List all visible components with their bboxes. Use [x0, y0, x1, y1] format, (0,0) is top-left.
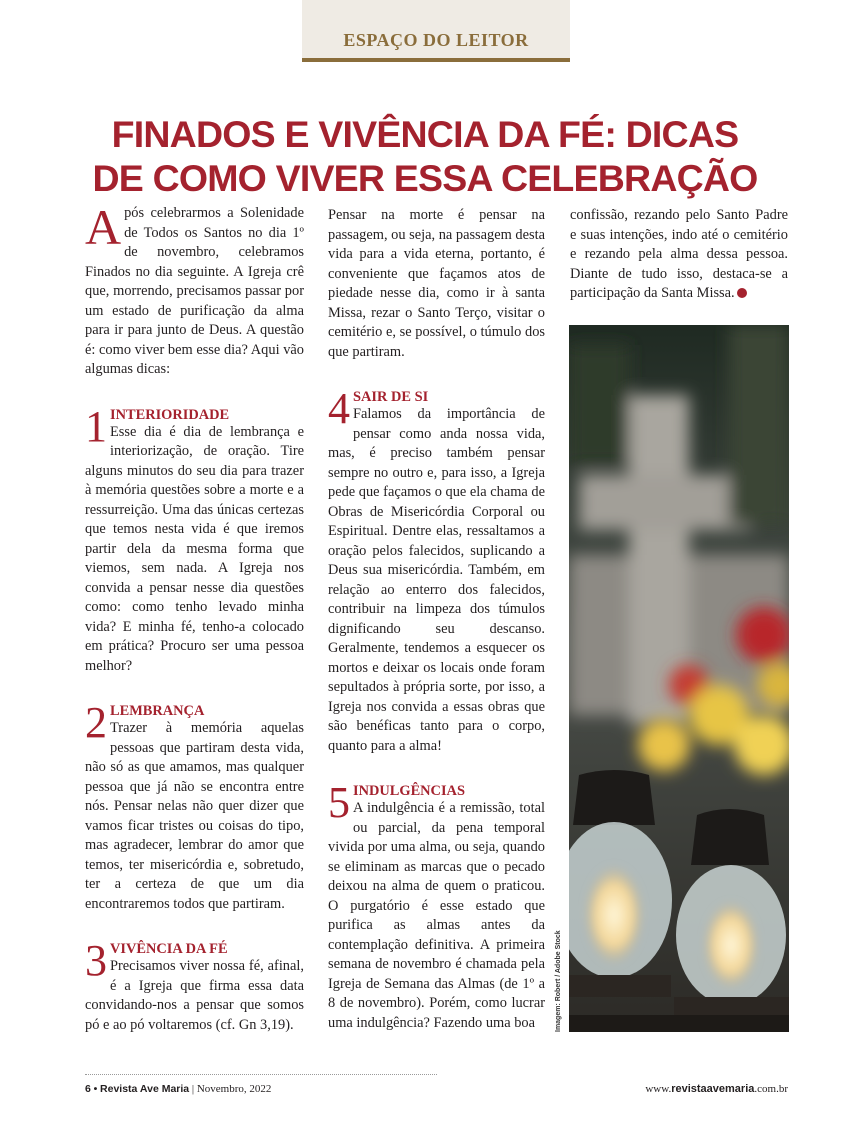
section-number: 5: [328, 778, 350, 827]
column-1: [85, 199, 304, 1035]
section-4: [328, 384, 545, 756]
article-title: [40, 112, 810, 200]
intro-text: pós celebrarmos a Solenidade de Todos os Santos no dia 1º de novembro, celebramos Finados no dia seguinte. A Igreja crê que, morrendo, precisamos passar por um estado de purificação da alma para ir para junto de Deus. A questão é: como viver bem esse dia? Aqui vão algumas dicas:: [85, 205, 304, 377]
title-line-1: FINADOS E VIVÊNCIA DA FÉ: DICAS: [111, 113, 739, 155]
section-heading: INDULGÊNCIAS: [353, 783, 465, 799]
section-number: 3: [85, 936, 107, 985]
section-number: 2: [85, 698, 107, 747]
section-1: [85, 401, 304, 677]
section-text: Falamos da importância de pensar como anda nossa vida, mas, é preciso também pensar sempre no outro e, para isso, a Igreja pede que façamos o que ela chama de Obras de Misericórdia Corporal ou Espiritual. Dentre elas, ressaltamos a oração pelos falecidos, suplicando a Deus sua misericórdia. Também, em relação ao enterro dos falecidos, contribuir na limpeza dos túmulos dignificando seu descanso. Geralmente, tendemos a esquecer os mortos e deixar os locais onde foram sepultados à própria sorte, por isso, a Igreja nos convida a essas obras que são benéficas tanto para o corpo, quanto para a alma!: [328, 406, 545, 754]
intro-paragraph: [85, 199, 304, 380]
section-3: [85, 936, 304, 1035]
page-number: 6: [85, 1083, 91, 1095]
section-heading: INTERIORIDADE: [110, 406, 230, 423]
section-heading: SAIR DE SI: [353, 389, 429, 405]
image-credit: Imagem: Robert / Adobe Stock: [555, 930, 562, 1032]
magazine-name: Revista Ave Maria: [100, 1083, 190, 1095]
section-5-continued: confissão, rezando pelo Santo Padre e suas intenções, indo até o cemitério e rezando pela alma dessa pessoa. Diante de tudo isso, destaca-se a participação da Santa Missa.: [570, 207, 788, 301]
website-link[interactable]: www.revistaavemaria.com.br: [645, 1083, 788, 1095]
photo-illustration: [569, 325, 789, 1032]
footer-divider: [85, 1074, 437, 1075]
section-heading: LEMBRANÇA: [110, 703, 205, 719]
footer-left: [85, 1083, 271, 1095]
issue-date: Novembro, 2022: [196, 1083, 272, 1095]
cemetery-candles-photo: [569, 325, 789, 1032]
column-2: [328, 206, 545, 1033]
section-5: [328, 778, 545, 1033]
section-text: A indulgência é a remissão, total ou parcial, da pena temporal vivida por uma alma, ou seja, quando se eliminam as marcas que o pecado deixou na alma de quem o praticou. O purgatório é esse estado que purifica as almas antes da contemplação definitiva. A primeira semana de novembro é chamada pela Igreja de Semana das Almas (de 1º a 8 de novembro). Porém, como lucrar uma indulgência? Fazendo uma boa: [328, 800, 545, 1031]
section-header-tab: [302, 0, 570, 62]
section-number: 1: [85, 401, 107, 451]
end-mark-icon: [737, 288, 747, 298]
section-3-continued: Pensar na morte é pensar na passagem, ou seja, na passagem desta vida para a vida eterna, portanto, é conveniente que façamos atos de piedade nesse dia, como ir à santa Missa, rezar o Santo Terço, visitar o cemitério e, se possível, o túmulo dos que partiram.: [328, 207, 545, 360]
section-text: Trazer à memória aquelas pessoas que partiram desta vida, não só as que amamos, mas qualquer pessoa que já não se encontra entre nós. Pensar nelas não quer dizer que vamos ficar tristes ou coisas do tipo, mas agradecer, lembrar do amor que temos, ter misericórdia e, sobretudo, ter a certeza de que um dia encontraremos todos que partiram.: [85, 720, 304, 912]
bullet-separator: •: [93, 1083, 98, 1095]
section-text: Esse dia é dia de lembrança e interiorização, de oração. Tire alguns minutos do seu dia para trazer à memória questões sobre a morte e a ressurreição. Uma das únicas certezas que temos nesta vida é que iremos partir dela da mesma forma que viemos, sem nada. A Igreja nos convida a pensar nesse dia questões como: como tenho levado minha vida? E minha fé, tenho-a colocado em prática? Procuro ser uma pessoa melhor?: [85, 423, 304, 674]
footer-separator: |: [191, 1083, 195, 1095]
title-line-2: DE COMO VIVER ESSA CELEBRAÇÃO: [92, 157, 758, 199]
section-label: ESPAÇO DO LEITOR: [343, 29, 529, 50]
section-heading: VIVÊNCIA DA FÉ: [110, 941, 228, 957]
section-2: [85, 698, 304, 914]
section-text: Precisamos viver nossa fé, afinal, é a Igreja que firma essa data convidando-nos a pensar que somos pó e ao pó voltaremos (cf. Gn 3,19).: [85, 958, 304, 1033]
intro-dropcap: A: [85, 199, 122, 255]
column-3: [570, 206, 788, 304]
section-number: 4: [328, 384, 350, 433]
